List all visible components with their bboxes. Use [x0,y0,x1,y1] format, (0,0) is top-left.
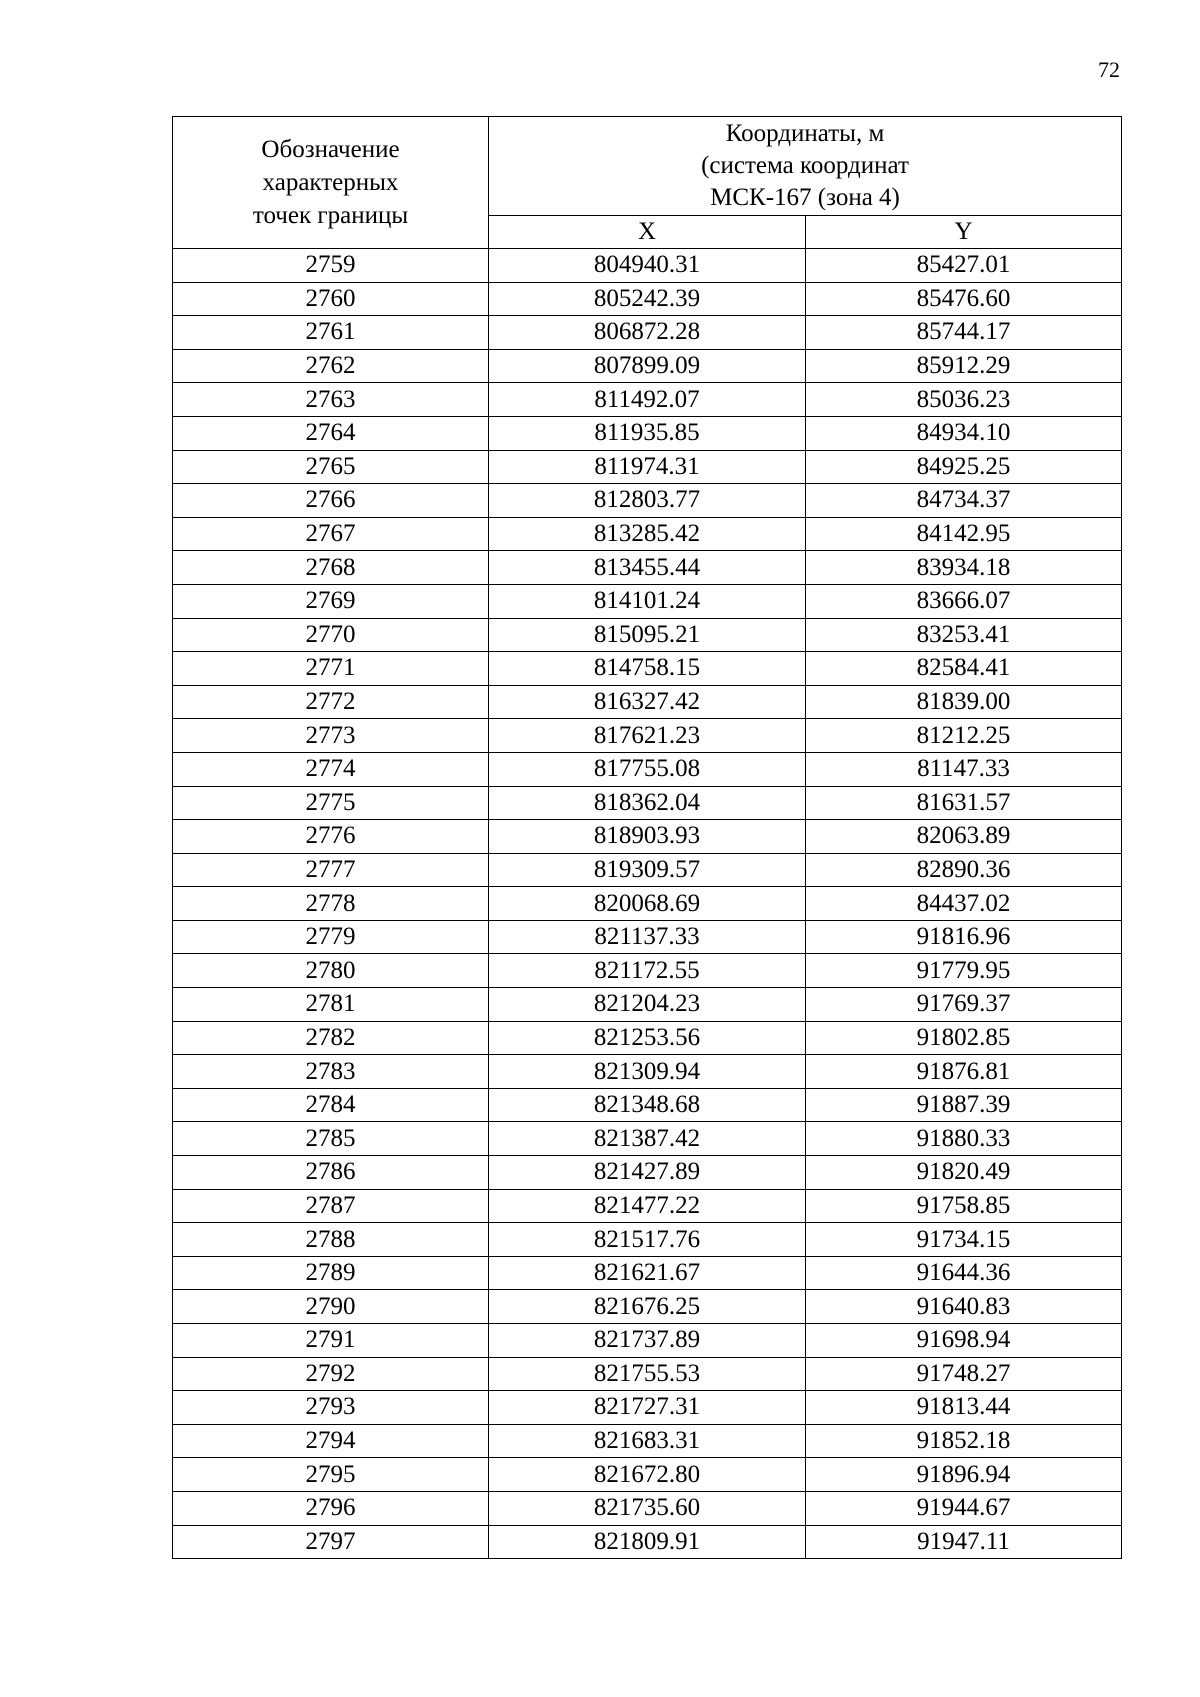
table-row [173,954,1122,988]
y-coordinate-cell: 91876.81 [806,1055,1122,1089]
coordinates-header [489,117,1122,216]
point-id-cell: 2781 [173,988,489,1022]
table-row [173,1088,1122,1122]
point-id-cell: 2762 [173,349,489,383]
table-row [173,1189,1122,1223]
y-coordinate-cell: 84925.25 [806,450,1122,484]
point-id-cell: 2765 [173,450,489,484]
table-row [173,1424,1122,1458]
y-coordinate-cell: 91640.83 [806,1290,1122,1324]
point-id-cell: 2776 [173,820,489,854]
point-name-header-line: характерных [262,169,399,196]
coordinates-header-line: (система координат [701,152,909,179]
x-coordinate-cell: 818903.93 [489,820,806,854]
point-id-cell: 2794 [173,1424,489,1458]
y-coordinate-cell: 91887.39 [806,1088,1122,1122]
point-id-cell: 2795 [173,1458,489,1492]
point-id-cell: 2759 [173,249,489,283]
y-coordinate-cell: 91880.33 [806,1122,1122,1156]
point-id-cell: 2782 [173,1021,489,1055]
y-coordinate-cell: 81212.25 [806,719,1122,753]
point-id-cell: 2784 [173,1088,489,1122]
table-row [173,1021,1122,1055]
table-row [173,1357,1122,1391]
table-row [173,1223,1122,1257]
point-id-cell: 2775 [173,786,489,820]
table-row [173,685,1122,719]
table-row [173,584,1122,618]
x-coordinate-cell: 821683.31 [489,1424,806,1458]
y-coordinate-cell: 91813.44 [806,1391,1122,1425]
y-coordinate-cell: 91734.15 [806,1223,1122,1257]
table-row [173,1055,1122,1089]
x-coordinate-cell: 821137.33 [489,920,806,954]
y-coordinate-cell: 91947.11 [806,1525,1122,1559]
y-coordinate-cell: 84142.95 [806,517,1122,551]
y-coordinate-cell: 91748.27 [806,1357,1122,1391]
x-coordinate-cell: 821676.25 [489,1290,806,1324]
x-coordinate-cell: 813285.42 [489,517,806,551]
x-coordinate-cell: 807899.09 [489,349,806,383]
x-coordinate-cell: 811492.07 [489,383,806,417]
table-row [173,416,1122,450]
y-coordinate-cell: 91769.37 [806,988,1122,1022]
point-id-cell: 2793 [173,1391,489,1425]
y-coordinate-cell: 81631.57 [806,786,1122,820]
coordinates-header-line: МСК-167 (зона 4) [710,184,900,211]
point-id-cell: 2780 [173,954,489,988]
x-coordinate-cell: 821621.67 [489,1256,806,1290]
point-id-cell: 2770 [173,618,489,652]
x-coordinate-cell: 821755.53 [489,1357,806,1391]
y-coordinate-cell: 91644.36 [806,1256,1122,1290]
table-row [173,1122,1122,1156]
table-row [173,752,1122,786]
page-number: 72 [1098,57,1120,82]
x-coordinate-cell: 815095.21 [489,618,806,652]
y-coordinate-cell: 82584.41 [806,652,1122,686]
table-row [173,920,1122,954]
table-row [173,988,1122,1022]
x-coordinate-cell: 817755.08 [489,752,806,786]
x-coordinate-cell: 816327.42 [489,685,806,719]
table-row [173,1156,1122,1190]
point-id-cell: 2774 [173,752,489,786]
y-coordinate-cell: 83666.07 [806,584,1122,618]
y-coordinate-cell: 81147.33 [806,752,1122,786]
point-id-cell: 2769 [173,584,489,618]
x-coordinate-cell: 821809.91 [489,1525,806,1559]
table-row [173,820,1122,854]
y-coordinate-cell: 91698.94 [806,1324,1122,1358]
x-coordinate-cell: 805242.39 [489,282,806,316]
y-coordinate-cell: 84437.02 [806,887,1122,921]
x-coordinate-cell: 813455.44 [489,551,806,585]
y-coordinate-cell: 91779.95 [806,954,1122,988]
table-row [173,887,1122,921]
y-coordinate-cell: 84734.37 [806,484,1122,518]
table-row [173,1256,1122,1290]
y-coordinate-cell: 85476.60 [806,282,1122,316]
table-row [173,618,1122,652]
y-coordinate-cell: 91852.18 [806,1424,1122,1458]
point-id-cell: 2786 [173,1156,489,1190]
point-id-cell: 2768 [173,551,489,585]
table-row [173,1491,1122,1525]
x-coordinate-cell: 818362.04 [489,786,806,820]
y-coordinate-cell: 82890.36 [806,853,1122,887]
y-coordinate-cell: 91758.85 [806,1189,1122,1223]
y-column-header: Y [806,216,1122,249]
y-coordinate-cell: 91816.96 [806,920,1122,954]
header-row-top [173,117,1122,216]
x-coordinate-cell: 819309.57 [489,853,806,887]
point-name-header [173,117,489,249]
x-coordinate-cell: 821253.56 [489,1021,806,1055]
x-coordinate-cell: 821735.60 [489,1491,806,1525]
y-coordinate-cell: 91802.85 [806,1021,1122,1055]
point-id-cell: 2764 [173,416,489,450]
point-id-cell: 2771 [173,652,489,686]
y-coordinate-cell: 85744.17 [806,316,1122,350]
table-row [173,517,1122,551]
x-coordinate-cell: 821672.80 [489,1458,806,1492]
point-id-cell: 2766 [173,484,489,518]
y-coordinate-cell: 83934.18 [806,551,1122,585]
coordinates-header-line: Координаты, м [725,120,885,147]
x-column-header: X [489,216,806,249]
point-id-cell: 2790 [173,1290,489,1324]
x-coordinate-cell: 821427.89 [489,1156,806,1190]
y-coordinate-cell: 91820.49 [806,1156,1122,1190]
y-coordinate-cell: 81839.00 [806,685,1122,719]
table-row [173,1324,1122,1358]
point-id-cell: 2791 [173,1324,489,1358]
point-id-cell: 2760 [173,282,489,316]
point-id-cell: 2773 [173,719,489,753]
x-coordinate-cell: 811935.85 [489,416,806,450]
y-coordinate-cell: 85036.23 [806,383,1122,417]
x-coordinate-cell: 821477.22 [489,1189,806,1223]
x-coordinate-cell: 804940.31 [489,249,806,283]
point-id-cell: 2792 [173,1357,489,1391]
point-id-cell: 2787 [173,1189,489,1223]
table-row [173,316,1122,350]
y-coordinate-cell: 82063.89 [806,820,1122,854]
point-id-cell: 2785 [173,1122,489,1156]
table-row [173,1290,1122,1324]
table-row [173,652,1122,686]
point-name-header-line: точек границы [252,202,409,229]
point-id-cell: 2788 [173,1223,489,1257]
point-id-cell: 2789 [173,1256,489,1290]
x-coordinate-cell: 812803.77 [489,484,806,518]
x-coordinate-cell: 814758.15 [489,652,806,686]
table-row [173,383,1122,417]
point-id-cell: 2797 [173,1525,489,1559]
x-coordinate-cell: 821172.55 [489,954,806,988]
x-coordinate-cell: 821204.23 [489,988,806,1022]
table-row [173,719,1122,753]
point-name-header-line: Обозначение [261,136,400,163]
coordinates-table [172,116,1122,1559]
point-id-cell: 2777 [173,853,489,887]
table-row [173,1458,1122,1492]
table-row [173,282,1122,316]
table-row [173,450,1122,484]
point-id-cell: 2778 [173,887,489,921]
x-coordinate-cell: 820068.69 [489,887,806,921]
table-row [173,249,1122,283]
table-row [173,1391,1122,1425]
x-coordinate-cell: 821348.68 [489,1088,806,1122]
table-row [173,786,1122,820]
y-coordinate-cell: 84934.10 [806,416,1122,450]
point-id-cell: 2779 [173,920,489,954]
x-coordinate-cell: 811974.31 [489,450,806,484]
table-row [173,349,1122,383]
x-coordinate-cell: 806872.28 [489,316,806,350]
x-coordinate-cell: 821309.94 [489,1055,806,1089]
x-coordinate-cell: 817621.23 [489,719,806,753]
point-id-cell: 2783 [173,1055,489,1089]
table-row [173,551,1122,585]
table-body [173,249,1122,1559]
point-id-cell: 2761 [173,316,489,350]
point-id-cell: 2772 [173,685,489,719]
x-coordinate-cell: 821387.42 [489,1122,806,1156]
table-row [173,853,1122,887]
table-row [173,484,1122,518]
x-coordinate-cell: 821727.31 [489,1391,806,1425]
y-coordinate-cell: 85427.01 [806,249,1122,283]
y-coordinate-cell: 91896.94 [806,1458,1122,1492]
table-row [173,1525,1122,1559]
point-id-cell: 2796 [173,1491,489,1525]
point-id-cell: 2763 [173,383,489,417]
x-coordinate-cell: 814101.24 [489,584,806,618]
y-coordinate-cell: 85912.29 [806,349,1122,383]
x-coordinate-cell: 821517.76 [489,1223,806,1257]
point-id-cell: 2767 [173,517,489,551]
y-coordinate-cell: 91944.67 [806,1491,1122,1525]
y-coordinate-cell: 83253.41 [806,618,1122,652]
x-coordinate-cell: 821737.89 [489,1324,806,1358]
table-header [173,117,1122,249]
